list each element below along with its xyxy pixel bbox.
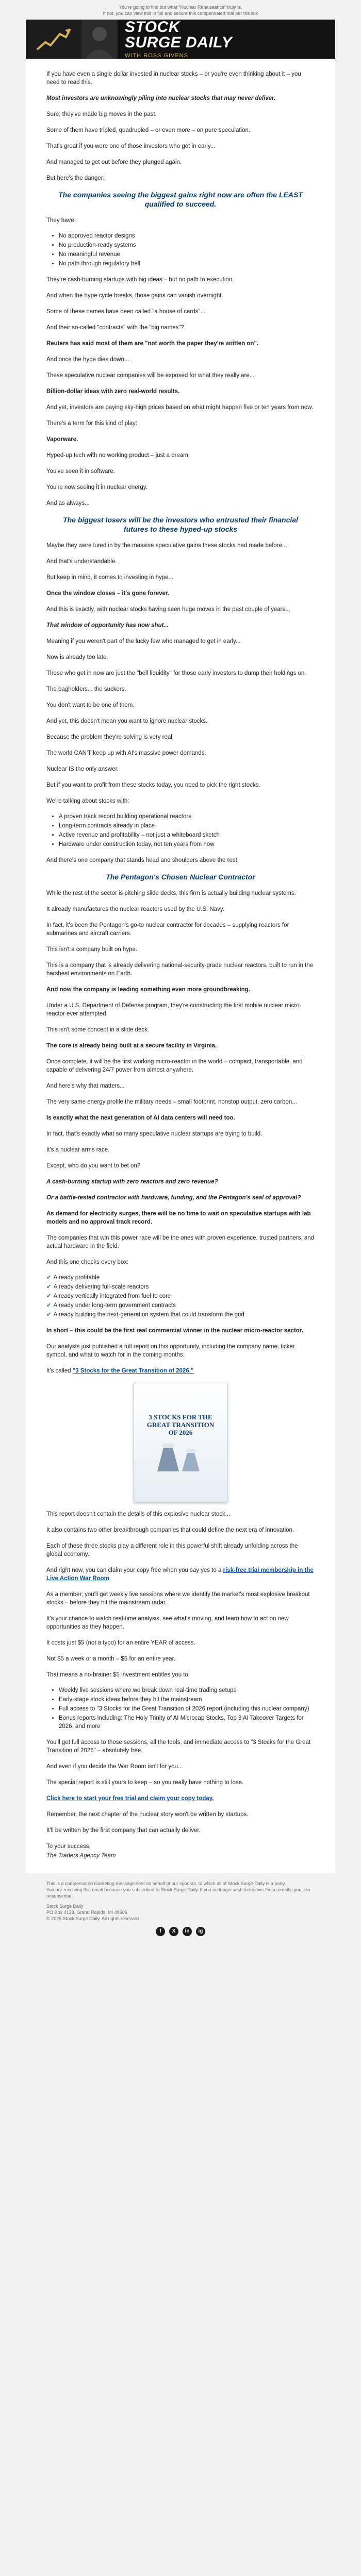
- body-paragraph: It's a nuclear arms race.: [46, 1147, 110, 1153]
- section-subheading-block: [46, 872, 315, 882]
- body-paragraph: Our analysts just published a full report on this opportunity, including the company name, ticker symbol, and what to watch for in the coming months.: [46, 1344, 295, 1358]
- body-paragraph: You've seen it in software.: [46, 468, 115, 474]
- body-paragraph: And as always...: [46, 500, 90, 506]
- body-paragraph: We're talking about stocks with:: [46, 798, 129, 804]
- body-paragraph: And here's why that matters...: [46, 1083, 125, 1089]
- body-paragraph: It already manufactures the nuclear reactors used by the U.S. Navy.: [46, 906, 224, 912]
- body-paragraph: Some of these names have been called "a house of cards"...: [46, 309, 205, 315]
- body-paragraph: While the rest of the sector is pitching slide decks, this firm is actually building nuclear systems.: [46, 890, 296, 896]
- emphasis-paragraph: Or a battle-tested contractor with hardware, funding, and the Pentagon's seal of approval?: [46, 1195, 301, 1201]
- preheader-line-1: You're going to find out what "Nuclear Renaissance" truly is.: [119, 5, 242, 10]
- bullet-list: [46, 812, 315, 849]
- body-paragraph: Now is already too late.: [46, 654, 108, 660]
- signoff-greeting: To your success,: [46, 1843, 91, 1850]
- membership-offer-paragraph: [46, 1566, 315, 1583]
- body-paragraph: And yet, investors are paying sky-high prices based on what might happen five or ten years from now.: [46, 404, 314, 411]
- footer-company: Stock Surge Daily: [46, 1904, 84, 1909]
- body-paragraph: Some of them have tripled, quadrupled – or even more – on pure speculation.: [46, 127, 251, 133]
- body-paragraph: Maybe they were lured in by the massive speculative gains these stocks had made before...: [46, 543, 287, 549]
- linkedin-icon[interactable]: in: [183, 1927, 192, 1936]
- body-paragraph: This report doesn't contain the details of this explosive nuclear stock...: [46, 1511, 231, 1517]
- checklist-text: Already building the next-generation system that could transform the grid: [53, 1312, 244, 1318]
- body-paragraph: This is a company that is already delivering national-security-grade nuclear reactors, built to run in the harshest environments on Earth.: [46, 962, 314, 977]
- body-paragraph: They're cash-burning startups with big ideas – but no path to execution.: [46, 277, 234, 283]
- body-paragraph: The very same energy profile the military needs – small footprint, nonstop output, zero carbon...: [46, 1099, 297, 1105]
- list-item: • Active revenue and profitability – not just a whiteboard sketch: [59, 831, 315, 839]
- list-item: • Weekly live sessions where we break down real-time trading setups: [59, 1686, 315, 1694]
- list-item: • No approved reactor designs: [59, 232, 315, 240]
- emphasis-paragraph: Most investors are unknowingly piling into nuclear stocks that may never deliver.: [46, 95, 276, 101]
- report-intro-text: It's called: [46, 1368, 73, 1374]
- section-subheading: The biggest losers will be the investors who entrusted their financial futures to these hyped-up stocks: [63, 516, 298, 533]
- body-paragraph: If you have even a single dollar invested in nuclear stocks – or you're even thinking about it – you need to read this.: [46, 71, 301, 86]
- checklist-item: [46, 1311, 315, 1319]
- checklist-item: [46, 1301, 315, 1310]
- preheader-line-2[interactable]: If not, you can view this in full and secure this compensated trial per the link: [103, 11, 258, 16]
- list-item: • A proven track record building operational reactors: [59, 812, 315, 821]
- body-paragraph: As a member, you'll get weekly live sessions where we identify the market's most explosive breakout stocks – before they hit the mainstream radar.: [46, 1591, 310, 1606]
- list-item: • No production-ready systems: [59, 241, 315, 249]
- checkmark-icon: ✔: [46, 1302, 52, 1309]
- body-paragraph: Hyped-up tech with no working product – just a dream.: [46, 452, 190, 459]
- body-paragraph: These speculative nuclear companies will be exposed for what they really are...: [46, 372, 255, 379]
- footer-address: PO Box 4133, Grand Rapids, MI 49506: [46, 1910, 127, 1915]
- body-paragraph: But keep in mind, it comes to investing in hype...: [46, 574, 174, 581]
- list-item: • Early-stage stock ideas before they hit the mainstream: [59, 1696, 315, 1704]
- signoff-team: The Traders Agency Team: [46, 1853, 116, 1859]
- body-paragraph: But here's the danger:: [46, 175, 105, 181]
- checklist-text: Already delivering full-scale reactors: [53, 1284, 149, 1290]
- body-paragraph: Each of these three stocks play a different role in this powerful shift already unfolding across the global economy.: [46, 1543, 298, 1557]
- emphasis-paragraph: A cash-burning startup with zero reactors and zero revenue?: [46, 1179, 218, 1185]
- list-item: • No meaningful revenue: [59, 250, 315, 259]
- bold-paragraph: In short – this could be the first real commercial winner in the nuclear micro-reactor sector.: [46, 1328, 303, 1334]
- body-paragraph: Remember, the next chapter of the nuclear story won't be written by startups.: [46, 1811, 249, 1818]
- checkmark-icon: ✔: [46, 1284, 52, 1290]
- body-paragraph: That's great if you were one of those investors who got in early...: [46, 143, 216, 149]
- email-footer: [26, 1873, 335, 1936]
- facebook-icon[interactable]: f: [156, 1927, 165, 1936]
- checkmark-icon: ✔: [46, 1312, 52, 1318]
- body-paragraph: Once complete, it will be the first working micro-reactor in the world – compact, transportable, and capable of delivering 24/7 power from almost anywhere.: [46, 1059, 303, 1073]
- list-item: • Hardware under construction today, not ten years from now: [59, 840, 315, 849]
- body-paragraph: And once the hype dies down...: [46, 357, 129, 363]
- offer-text-end: .: [109, 1575, 111, 1582]
- newsletter-banner: [26, 20, 335, 59]
- emphasis-paragraph: That window of opportunity has now shut...: [46, 622, 169, 629]
- body-paragraph: And this is exactly, with nuclear stocks having seen huge moves in the past couple of years...: [46, 606, 290, 613]
- body-paragraph: And when the hype cycle breaks, those gains can vanish overnight.: [46, 293, 223, 299]
- report-intro: [46, 1367, 315, 1375]
- bullet-list: [46, 1686, 315, 1731]
- body-paragraph: And managed to get out before they plunged again.: [46, 159, 182, 165]
- body-paragraph: You don't want to be one of them.: [46, 702, 135, 708]
- email-body: [26, 59, 335, 1873]
- body-paragraph: Not $5 a week or a month – $5 for an entire year.: [46, 1656, 175, 1662]
- body-paragraph: Sure, they've made big moves in the past.: [46, 111, 157, 117]
- list-item: • No path through regulatory hell: [59, 260, 315, 268]
- body-paragraph: Nuclear IS the only answer.: [46, 766, 119, 772]
- body-paragraph: And their so-called "contracts" with the "big names"?: [46, 325, 184, 331]
- body-paragraph: That means a no-brainer $5 investment entitles you to:: [46, 1672, 190, 1678]
- instagram-icon[interactable]: ig: [196, 1927, 205, 1936]
- body-paragraph: But if you want to profit from these stocks today, you need to pick the right stocks.: [46, 782, 260, 788]
- trial-membership-link[interactable]: risk-free trial membership in the Live Action War Room: [46, 1567, 314, 1582]
- list-item: • Bonus reports including: The Holy Trinity of AI Microcap Stocks, Top 3 AI Takeover Targets for 2026, and more: [59, 1714, 315, 1731]
- checklist-item: [46, 1283, 315, 1291]
- body-paragraph: The special report is still yours to keep – so you really have nothing to lose.: [46, 1780, 244, 1786]
- checklist-item: [46, 1274, 315, 1282]
- checklist-text: Already vertically integrated from fuel to core: [53, 1293, 171, 1299]
- body-paragraph: There's a term for this kind of play:: [46, 420, 138, 427]
- social-icons: [26, 1927, 335, 1936]
- free-trial-cta-link[interactable]: Click here to start your free trial and claim your copy today.: [46, 1795, 214, 1802]
- report-cover-title: 3 STOCKS FOR THE GREAT TRANSITION OF 2026: [146, 1413, 215, 1436]
- body-paragraph: Except, who do you want to bet on?: [46, 1163, 141, 1169]
- checklist-text: Already profitable: [53, 1275, 100, 1281]
- checklist-text: Already under long-term government contracts: [53, 1302, 176, 1309]
- body-paragraph: Because the problem they're solving is very real.: [46, 734, 174, 740]
- body-paragraph: Under a U.S. Department of Defense program, they're constructing the first mobile nuclear micro-reactor ever attempted.: [46, 1003, 302, 1017]
- body-paragraph: You're now seeing it in nuclear energy.: [46, 484, 147, 490]
- bold-paragraph: Once the window closes – it's gone forever.: [46, 590, 169, 597]
- body-paragraph: And that's understandable.: [46, 558, 117, 565]
- checkmark-icon: ✔: [46, 1275, 52, 1281]
- checkmark-icon: ✔: [46, 1293, 52, 1299]
- checklist-item: [46, 1292, 315, 1300]
- host-portrait: [81, 20, 118, 59]
- section-subheading: The Pentagon's Chosen Nuclear Contractor: [106, 873, 255, 881]
- bold-paragraph: Is exactly what the next generation of AI data centers will need too.: [46, 1115, 235, 1121]
- bold-paragraph: And now the company is leading something even more groundbreaking.: [46, 987, 250, 993]
- body-paragraph: And even if you decide the War Room isn't for you...: [46, 1764, 183, 1770]
- body-paragraph: And this one checks every box:: [46, 1259, 129, 1265]
- bold-paragraph: Billion-dollar ideas with zero real-world results.: [46, 388, 180, 395]
- list-item: • Long-term contracts already in place: [59, 822, 315, 830]
- body-paragraph: They have:: [46, 217, 76, 224]
- body-paragraph: The companies that win this power race will be the ones with proven experience, trusted partners, and actual hardware in the field.: [46, 1235, 315, 1249]
- section-subheading-block: [46, 190, 315, 209]
- chart-arrow-icon: [35, 25, 72, 54]
- newsletter-title: STOCK SURGE DAILY: [125, 20, 233, 51]
- report-cover-wrapper: [46, 1383, 315, 1502]
- section-subheading-block: [46, 515, 315, 534]
- checklist: [46, 1274, 315, 1319]
- body-paragraph: Those who get in now are just the "bell liquidity" for those early investors to dump their holdings on.: [46, 670, 306, 676]
- newsletter-subtitle: WITH ROSS GIVENS: [125, 53, 188, 59]
- bold-paragraph: The core is already being built at a secure facility in Virginia.: [46, 1043, 217, 1049]
- body-paragraph: This isn't a company built on hype.: [46, 946, 138, 953]
- x-twitter-icon[interactable]: X: [169, 1927, 178, 1936]
- cta-paragraph: [46, 1794, 315, 1803]
- body-paragraph: In fact, it's been the Pentagon's go-to nuclear contractor for decades – supplying reactors for submarines and aircraft carriers.: [46, 922, 289, 937]
- body-paragraph: It'll be written by the first company that can actually deliver.: [46, 1827, 201, 1834]
- body-paragraph: Meaning if you weren't part of the lucky few who managed to get in early...: [46, 638, 241, 645]
- body-paragraph: You'll get full access to those sessions, all the tools, and immediate access to "3 Stocks for the Great Transition of 2026" – absolutely free.: [46, 1739, 311, 1754]
- power-plant-icon: [152, 1442, 209, 1472]
- body-paragraph: This isn't some concept in a slide deck.: [46, 1027, 150, 1033]
- section-subheading: The companies seeing the biggest gains right now are often the LEAST qualified to succeed.: [58, 191, 303, 208]
- body-paragraph: And there's one company that stands head and shoulders above the rest.: [46, 857, 239, 863]
- report-title-link[interactable]: "3 Stocks for the Great Transition of 2026.": [72, 1368, 194, 1374]
- footer-unsubscribe-note[interactable]: You are receiving this email because you subscribed to Stock Surge Daily. If you no longer wish to receive these emails, you can unsubscribe.: [46, 1887, 310, 1899]
- body-paragraph: In fact, that's exactly what so many speculative nuclear startups are trying to build.: [46, 1131, 262, 1137]
- bold-paragraph: Reuters has said most of them are "not worth the paper they're written on".: [46, 341, 259, 347]
- signoff: [46, 1842, 315, 1860]
- list-item: • Full access to "3 Stocks for the Great Transition of 2026 report (including this nuclear company): [59, 1705, 315, 1713]
- bold-paragraph: Vaporware.: [46, 436, 78, 443]
- report-cover-image[interactable]: [134, 1383, 227, 1502]
- bullet-list: [46, 232, 315, 268]
- body-paragraph: And yet, this doesn't mean you want to ignore nuclear stocks.: [46, 718, 208, 724]
- body-paragraph: The world CAN'T keep up with AI's massive power demands.: [46, 750, 206, 756]
- preheader: [0, 0, 361, 20]
- body-paragraph: The bagholders... the suckers.: [46, 686, 126, 692]
- footer-disclaimer: This is a compensated marketing message sent on behalf of our sponsor, to which all of Stock Surge Daily is a party.: [46, 1881, 286, 1886]
- body-paragraph: It's your chance to watch real-time analysis, see what's moving, and learn how to act on new opportunities as they happen.: [46, 1616, 289, 1630]
- footer-copyright: © 2025 Stock Surge Daily. All rights reserved.: [46, 1916, 140, 1921]
- body-paragraph: It also contains two other breakthrough companies that could define the next era of innovation.: [46, 1527, 294, 1533]
- bull-logo: [26, 20, 81, 59]
- bold-paragraph: As demand for electricity surges, there will be no time to wait on speculative startups with lab models and no approval track record.: [46, 1211, 311, 1225]
- offer-text: And right now, you can claim your copy free when you say yes to a: [46, 1567, 223, 1573]
- body-paragraph: It costs just $5 (not a typo) for an entire YEAR of access.: [46, 1640, 195, 1646]
